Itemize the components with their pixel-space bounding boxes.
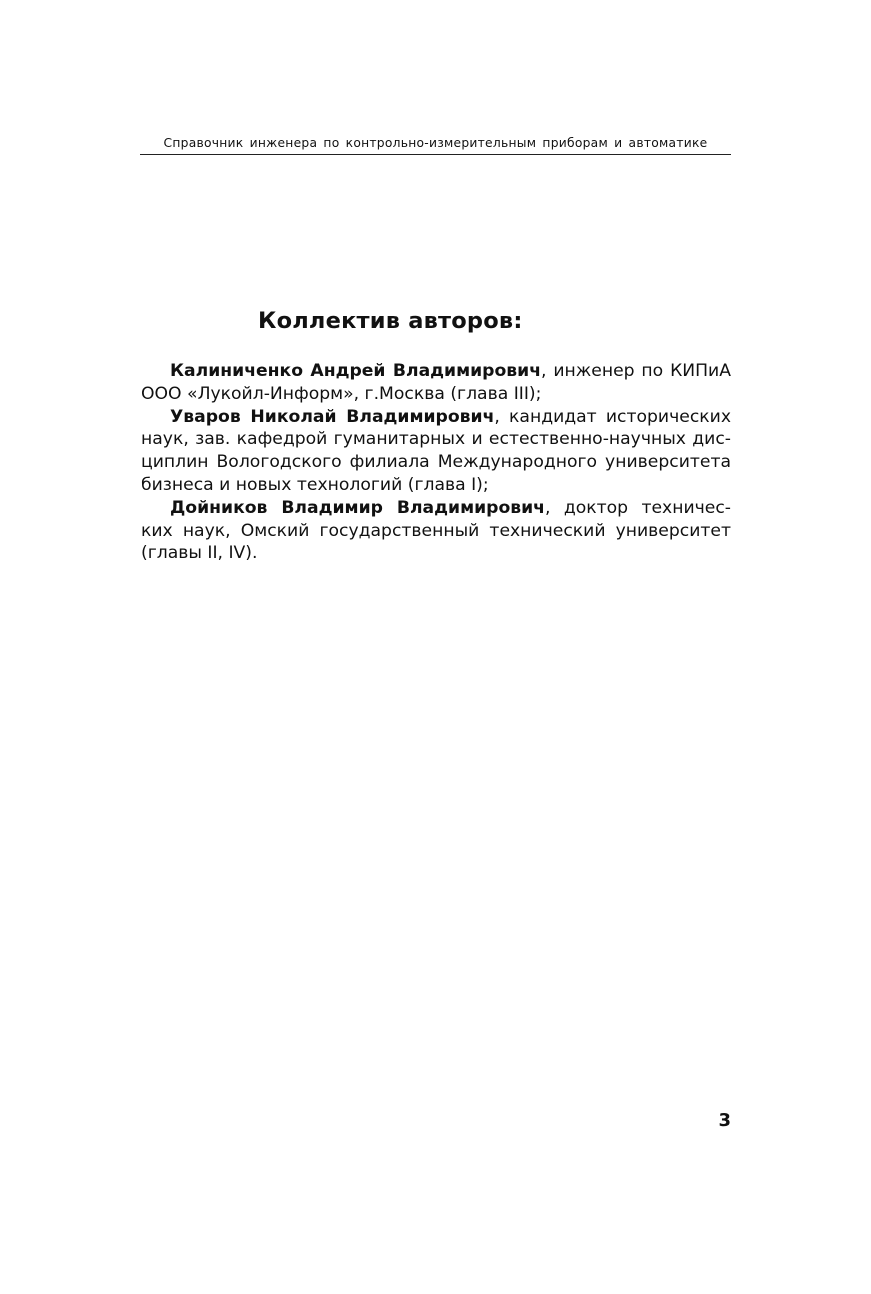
author-line: циплин Вологодского филиала Международного университета [141,452,731,473]
author-entry [141,406,731,497]
author-name: Уваров Николай Владимирович [170,406,495,427]
author-line [141,406,731,429]
author-entry [141,497,731,565]
authors-list [141,360,731,565]
author-name: Дойников Владимир Владимирович [170,497,545,518]
running-header-text: Справочник инженера по контрольно-измерительным приборам и автоматике [163,136,708,150]
author-line: бизнеса и новых технологий (глава I); [141,474,489,495]
author-affiliation: , инженер по КИПиА [541,361,731,381]
page-number: 3 [718,1110,731,1131]
author-line: наук, зав. кафедрой гуманитарных и естественно-научных дис- [141,429,731,450]
author-affiliation: , доктор техничес- [545,497,732,518]
author-affiliation: , кандидат исторических [494,406,731,427]
author-line [141,497,731,520]
author-line: (главы II, IV). [141,543,258,564]
author-line [141,360,731,383]
page-title: Коллектив авторов: [258,308,523,334]
author-name: Калиниченко Андрей Владимирович [170,361,542,381]
author-line: ких наук, Омский государственный технический университет [141,520,731,541]
author-entry [141,360,731,406]
author-line: ООО «Лукойл-Информ», г.Москва (глава III); [141,383,542,404]
running-header [140,132,731,155]
